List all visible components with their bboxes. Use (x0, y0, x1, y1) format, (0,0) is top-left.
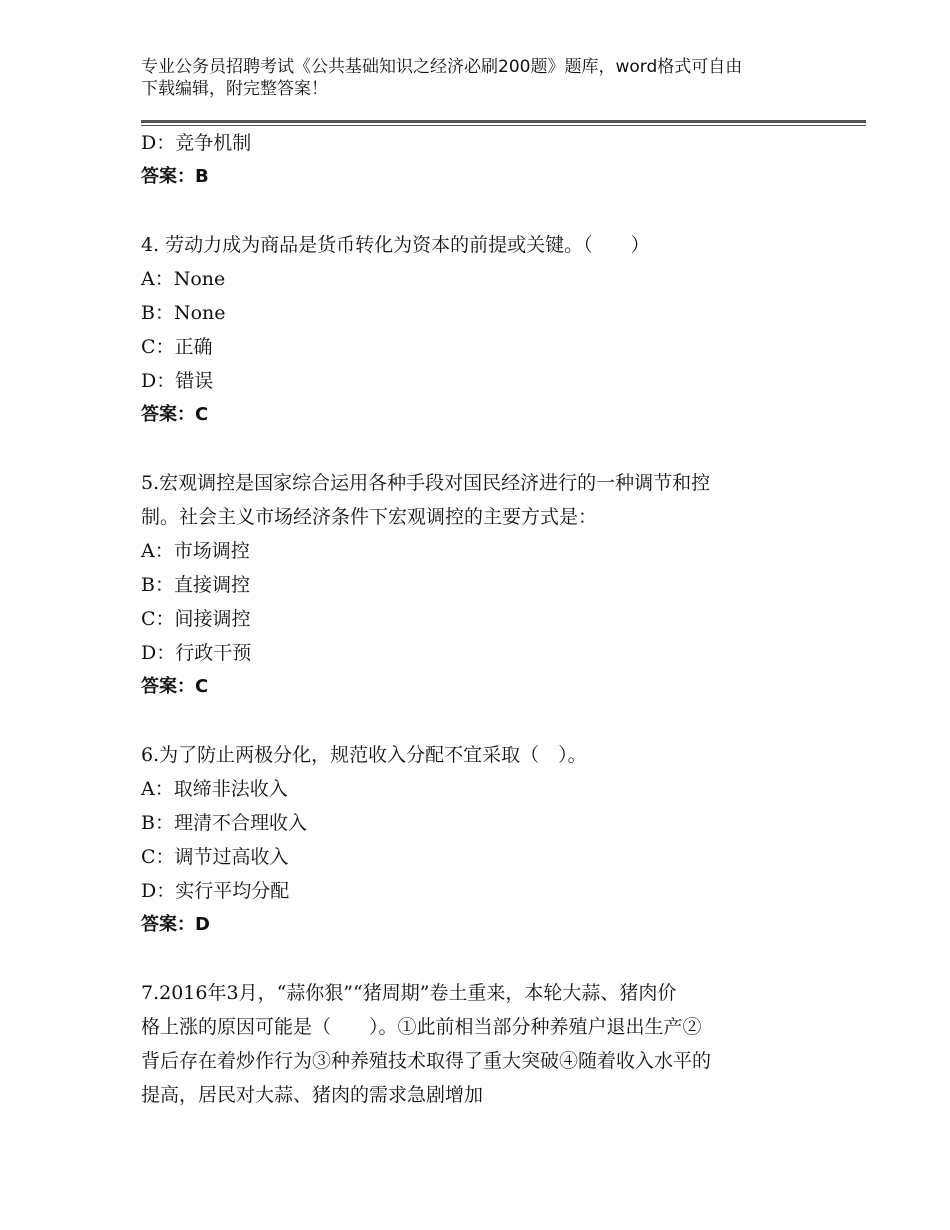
question-stem-line: 制。社会主义市场经济条件下宏观调控的主要方式是： (141, 506, 598, 528)
q3-answer: 答案：B (141, 166, 209, 187)
option-d: D：实行平均分配 (141, 880, 290, 902)
spacer (141, 432, 841, 466)
question-stem-line: 7.2016年3月，“蒜你狠”“猪周期”卷土重来，本轮大蒜、猪肉价 (141, 982, 677, 1004)
question-7 (141, 976, 841, 1112)
question-stem-line: 4. 劳动力成为商品是货币转化为资本的前提或关键。（ ） (141, 234, 650, 256)
question-4 (141, 228, 841, 432)
question-stem-line: 6.为了防止两极分化，规范收入分配不宜采取（ ）。 (141, 744, 587, 766)
question-stem-line: 背后存在着炒作行为③种养殖技术取得了重大突破④随着收入水平的 (141, 1050, 712, 1072)
option-d: D：错误 (141, 370, 214, 392)
header-line-2: 下载编辑，附完整答案！ (141, 79, 328, 99)
option-c: C：调节过高收入 (141, 846, 289, 868)
header-rule-thick (141, 120, 866, 123)
question-6 (141, 738, 841, 942)
spacer (141, 704, 841, 738)
option-d: D：行政干预 (141, 642, 252, 664)
option-c: C：正确 (141, 336, 213, 358)
option-a: A：None (141, 268, 226, 290)
option-c: C：间接调控 (141, 608, 251, 630)
question-answer: 答案：C (141, 676, 209, 697)
question-stem-line: 格上涨的原因可能是（ ）。①此前相当部分种养殖户退出生产② (141, 1016, 702, 1038)
question-answer: 答案：C (141, 404, 209, 425)
q3-option-d: D：竞争机制 (141, 132, 252, 154)
question-stem-line: 5.宏观调控是国家综合运用各种手段对国民经济进行的一种调节和控 (141, 472, 711, 494)
option-a: A：市场调控 (141, 540, 250, 562)
spacer (141, 942, 841, 976)
question-stem-line: 提高，居民对大蒜、猪肉的需求急剧增加 (141, 1084, 484, 1106)
option-b: B：理清不合理收入 (141, 812, 307, 834)
option-a: A：取缔非法收入 (141, 778, 288, 800)
question-5 (141, 466, 841, 704)
option-b: B：None (141, 302, 226, 324)
question-list (141, 126, 841, 1112)
question-answer: 答案：D (141, 914, 210, 935)
document-header (141, 56, 821, 100)
spacer (141, 194, 841, 228)
option-b: B：直接调控 (141, 574, 250, 596)
header-line-1: 专业公务员招聘考试《公共基础知识之经济必刷200题》题库，word格式可自由 (141, 57, 743, 77)
